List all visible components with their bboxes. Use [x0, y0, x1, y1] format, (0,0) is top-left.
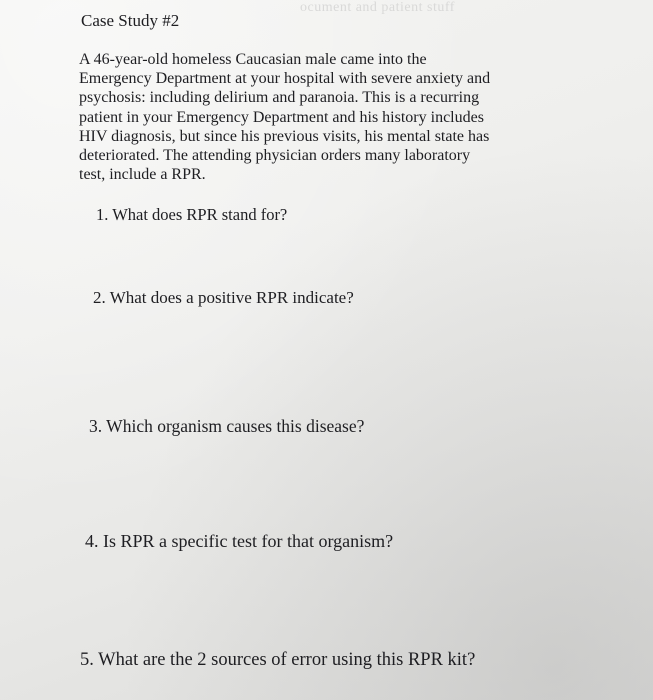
faded-header-text: ocument and patient stuff	[300, 0, 455, 15]
case-description: A 46-year-old homeless Caucasian male came into the Emergency Department at your hospital with severe anxiety and psychosis: including delirium and paranoia. This is a recurring patient in your Emergency Department and his history includes HIV diagnosis, but since his previous visits, his mental state has deteriorated. The attending physician orders many laboratory test, include a RPR.	[79, 51, 491, 184]
page-title: Case Study #2	[81, 11, 180, 30]
question-1: 1. What does RPR stand for?	[96, 205, 288, 224]
question-3: 3. Which organism causes this disease?	[89, 416, 365, 436]
question-2: 2. What does a positive RPR indicate?	[93, 288, 354, 307]
question-4: 4. Is RPR a specific test for that organism?	[85, 531, 394, 551]
question-5: 5. What are the 2 sources of error using this RPR kit?	[80, 650, 476, 670]
